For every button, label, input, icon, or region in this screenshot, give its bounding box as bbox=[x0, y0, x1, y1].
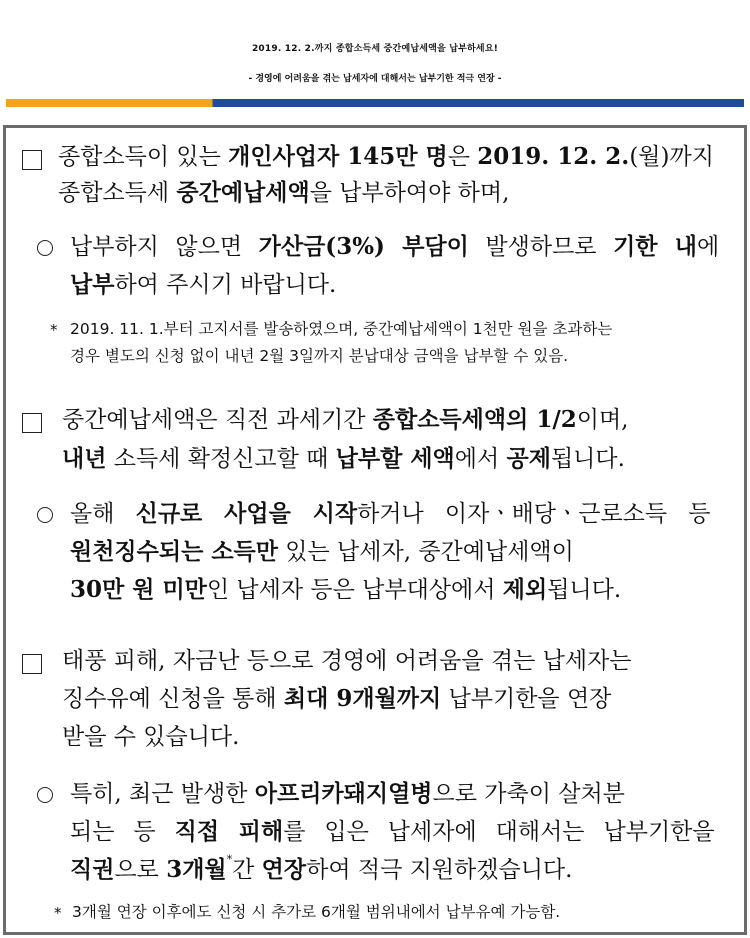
page-title: 2019. 12. 2.까지 종합소득세 중간예납세액을 납부하세요! bbox=[251, 44, 499, 54]
s3-note: 3개월 연장 이후에도 신청 시 추가로 6개월 범위내에서 납부유예 가능함. bbox=[72, 903, 561, 921]
header-divider-bar bbox=[6, 99, 744, 107]
s3-sub1-line-1: 특히, 최근 발생한 아프리카돼지열병으로 가축이 살처분 bbox=[70, 780, 625, 807]
s2-sub1-line-1: 올해 신규로 사업을 시작하거나 이자ㆍ배당ㆍ근로소득 등 bbox=[70, 500, 711, 527]
page-subtitle: - 경영에 어려움을 겪는 납세자에 대해서는 납부기한 적극 연장 - bbox=[248, 74, 502, 84]
s1-note-line-1: 2019. 11. 1.부터 고지서를 발송하였으며, 중간예납세액이 1천만 원을 초과하는 bbox=[70, 320, 613, 338]
note-asterisk: * bbox=[54, 904, 62, 922]
s3-line-1: 태풍 피해, 자금난 등으로 경영에 어려움을 겪는 납세자는 bbox=[62, 648, 632, 674]
s2-line-1: 중간예납세액은 직전 과세기간 종합소득세액의 1/2이며, bbox=[62, 406, 629, 433]
circle-bullet-icon bbox=[37, 507, 53, 523]
s1-note-line-2: 경우 별도의 신청 없이 내년 2월 3일까지 분납대상 금액을 납부할 수 있음. bbox=[70, 347, 569, 365]
note-asterisk: * bbox=[50, 321, 58, 339]
s1-sub1-line-2: 납부하여 주시기 바랍니다. bbox=[70, 271, 337, 298]
s2-sub1-line-3: 30만 원 미만인 납세자 등은 납부대상에서 제외됩니다. bbox=[70, 576, 622, 603]
s3-line-2: 징수유예 신청을 통해 최대 9개월까지 납부기한을 연장 bbox=[62, 685, 612, 712]
checkbox-square-icon bbox=[22, 413, 42, 433]
s3-line-3: 받을 수 있습니다. bbox=[62, 724, 240, 750]
circle-bullet-icon bbox=[37, 787, 53, 803]
checkbox-square-icon bbox=[22, 654, 42, 674]
s3-sub1-line-3: 직권으로 3개월*간 연장하여 적극 지원하겠습니다. bbox=[70, 853, 573, 883]
s1-sub1-line-1: 납부하지 않으면 가산금(3%) 부담이 발생하므로 기한 내에 bbox=[70, 233, 720, 260]
circle-bullet-icon bbox=[37, 240, 53, 256]
s3-sub1-line-2: 되는 등 직접 피해를 입은 납세자에 대해서는 납부기한을 bbox=[70, 818, 715, 845]
s2-sub1-line-2: 원천징수되는 소득만 있는 납세자, 중간예납세액이 bbox=[70, 538, 574, 565]
s2-line-2: 내년 소득세 확정신고할 때 납부할 세액에서 공제됩니다. bbox=[62, 445, 625, 472]
s1-line-2: 종합소득세 중간예납세액을 납부하여야 하며, bbox=[58, 179, 510, 206]
s1-line-1: 종합소득이 있는 개인사업자 145만 명은 2019. 12. 2.(월)까지 bbox=[58, 143, 714, 170]
checkbox-square-icon bbox=[22, 150, 42, 170]
